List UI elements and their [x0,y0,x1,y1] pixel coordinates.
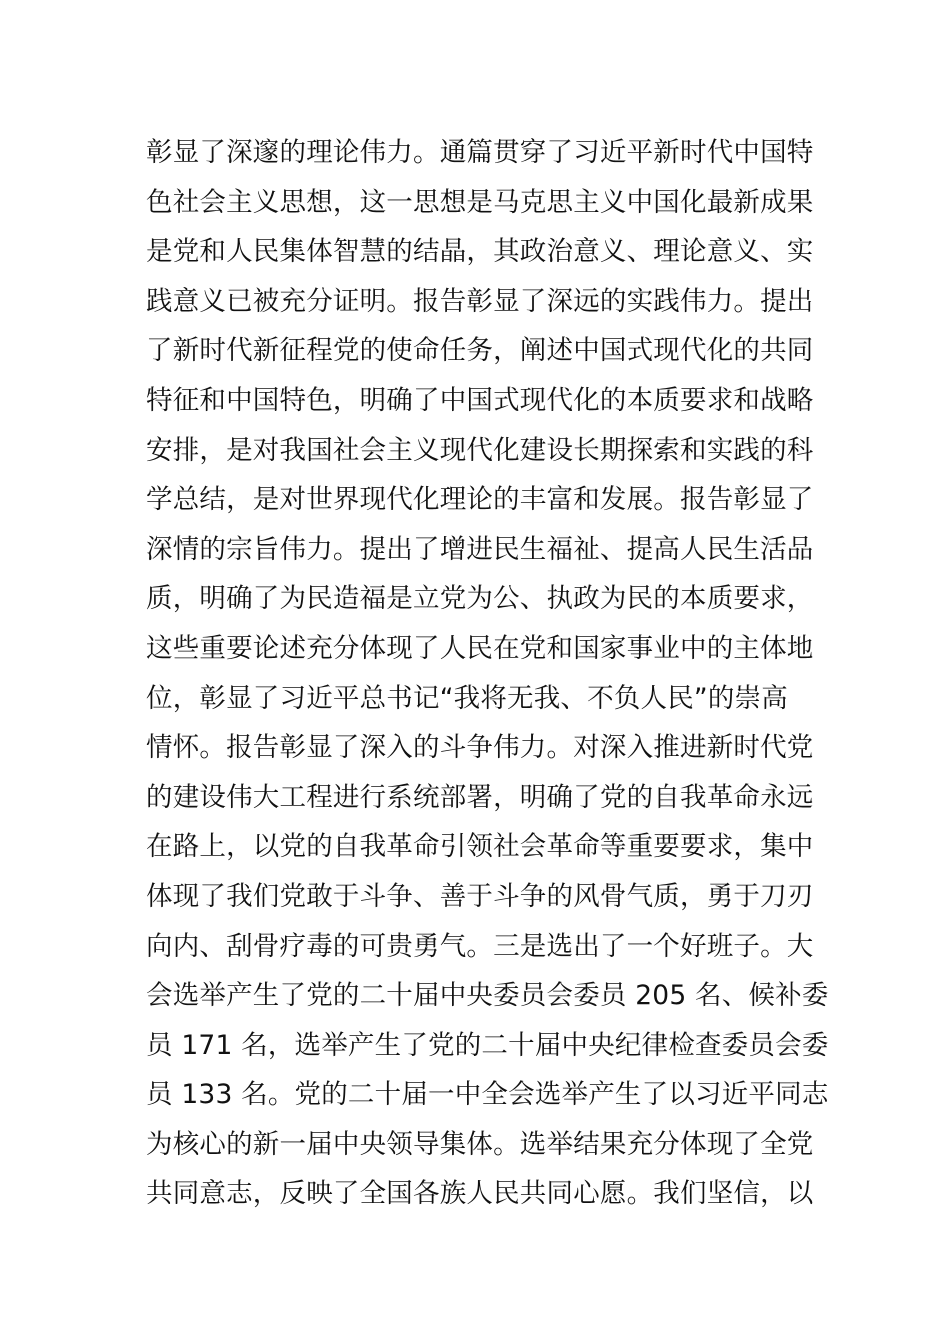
text-line: 的建设伟大工程进行系统部署，明确了党的自我革命永远 [146,781,814,813]
text-line: 为核心的新一届中央领导集体。选举结果充分体现了全党 [146,1128,814,1160]
text-line: 是党和人民集体智慧的结晶，其政治意义、理论意义、实 [146,236,814,268]
text-line: 特征和中国特色，明确了中国式现代化的本质要求和战略 [146,384,814,416]
text-line: 践意义已被充分证明。报告彰显了深远的实践伟力。提出 [146,285,814,317]
text-line: 这些重要论述充分体现了人民在党和国家事业中的主体地 [146,632,814,664]
text-line: 向内、刮骨疗毒的可贵勇气。三是选出了一个好班子。大 [146,930,814,962]
text-line: 了新时代新征程党的使命任务，阐述中国式现代化的共同 [146,335,814,367]
text-line: 体现了我们党敢于斗争、善于斗争的风骨气质，勇于刀刃 [146,880,814,912]
text-line: 安排，是对我国社会主义现代化建设长期探索和实践的科 [146,434,814,466]
text-line: 质，明确了为民造福是立党为公、执政为民的本质要求， [146,583,814,615]
text-line: 色社会主义思想，这一思想是马克思主义中国化最新成果 [146,186,814,218]
text-line: 情怀。报告彰显了深入的斗争伟力。对深入推进新时代党 [146,732,814,764]
text-line: 共同意志，反映了全国各族人民共同心愿。我们坚信，以 [146,1178,814,1210]
text-line: 深情的宗旨伟力。提出了增进民生福祉、提高人民生活品 [146,533,814,565]
text-line: 员 133 名。党的二十届一中全会选举产生了以习近平同志 [146,1079,829,1111]
text-line: 在路上，以党的自我革命引领社会革命等重要要求，集中 [146,831,814,863]
text-line: 彰显了深邃的理论伟力。通篇贯穿了习近平新时代中国特 [146,137,814,168]
text-line: 会选举产生了党的二十届中央委员会委员 205 名、候补委 [146,980,829,1012]
body-paragraph [146,128,829,1219]
text-line: 员 171 名，选举产生了党的二十届中央纪律检查委员会委 [146,1029,829,1061]
text-line: 学总结，是对世界现代化理论的丰富和发展。报告彰显了 [146,484,814,516]
text-line: 位，彰显了习近平总书记“我将无我、不负人民”的崇高 [146,682,788,714]
